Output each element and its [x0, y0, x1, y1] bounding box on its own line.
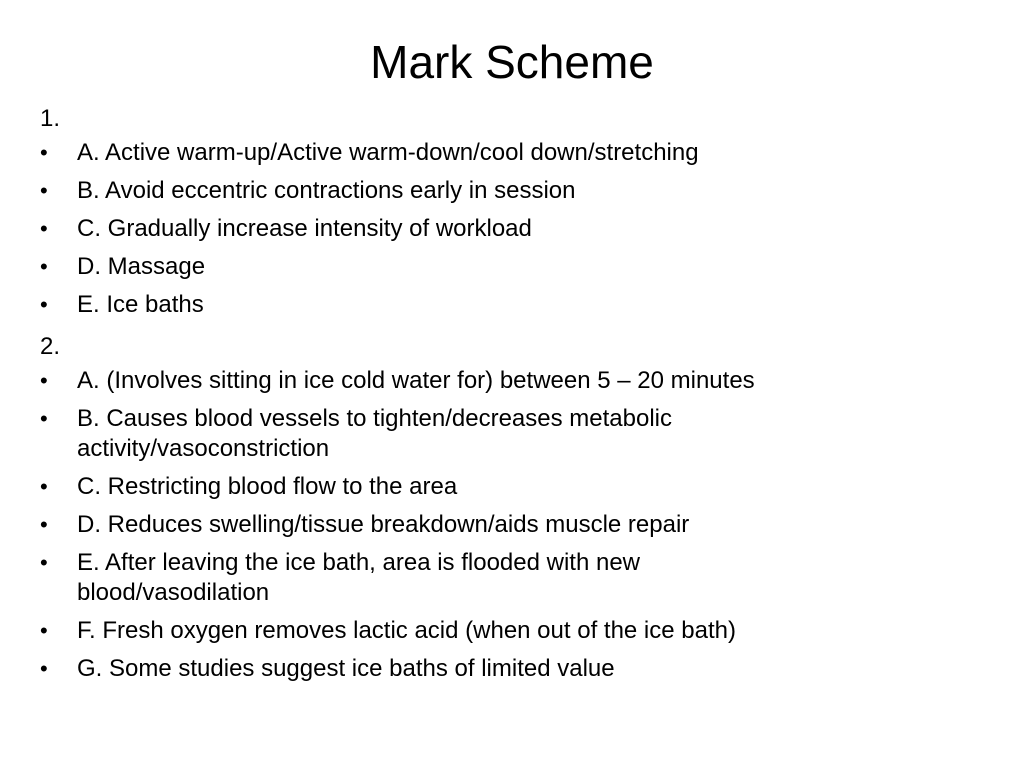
list-item — [40, 616, 990, 646]
list-item-text: A. (Involves sitting in ice cold water for) between 5 – 20 minutes — [77, 367, 755, 394]
list-item-text: A. Active warm-up/Active warm-down/cool down/stretching — [77, 139, 699, 166]
list-item-text: D. Massage — [77, 253, 206, 280]
bullet-icon: • — [40, 216, 48, 241]
section-2-list — [40, 366, 990, 684]
slide-content — [40, 100, 990, 692]
bullet-icon: • — [40, 550, 48, 575]
list-item — [40, 404, 817, 464]
list-item — [40, 472, 990, 502]
list-item — [40, 214, 990, 244]
section-number-2: 2. — [40, 333, 61, 360]
bullet-icon: • — [40, 656, 48, 681]
bullet-icon: • — [40, 254, 48, 279]
bullet-icon: • — [40, 368, 48, 393]
bullet-icon: • — [40, 406, 48, 431]
list-item — [40, 366, 990, 396]
list-item — [40, 252, 990, 282]
list-item-text: B. Causes blood vessels to tighten/decreases metabolic activity/vasoconstriction — [77, 405, 672, 462]
list-item-text: E. After leaving the ice bath, area is flooded with new blood/vasodilation — [77, 549, 641, 606]
list-item — [40, 138, 990, 168]
slide-title: Mark Scheme — [370, 36, 654, 88]
list-item-text: G. Some studies suggest ice baths of limited value — [77, 655, 615, 682]
bullet-icon: • — [40, 178, 48, 203]
bullet-icon: • — [40, 292, 48, 317]
list-item-text: C. Restricting blood flow to the area — [77, 473, 458, 500]
list-item-text: F. Fresh oxygen removes lactic acid (when out of the ice bath) — [77, 617, 736, 644]
list-item-text: B. Avoid eccentric contractions early in session — [77, 177, 576, 204]
list-item-text: D. Reduces swelling/tissue breakdown/aids muscle repair — [77, 511, 690, 538]
list-item — [40, 548, 817, 608]
section-number-1: 1. — [40, 105, 61, 132]
list-item — [40, 290, 990, 320]
bullet-icon: • — [40, 474, 48, 499]
list-item-text: C. Gradually increase intensity of workload — [77, 215, 532, 242]
section-1-list — [40, 138, 990, 320]
bullet-icon: • — [40, 618, 48, 643]
list-item — [40, 176, 990, 206]
bullet-icon: • — [40, 140, 48, 165]
bullet-icon: • — [40, 512, 48, 537]
list-item — [40, 654, 990, 684]
list-item-text: E. Ice baths — [77, 291, 204, 318]
list-item — [40, 510, 990, 540]
